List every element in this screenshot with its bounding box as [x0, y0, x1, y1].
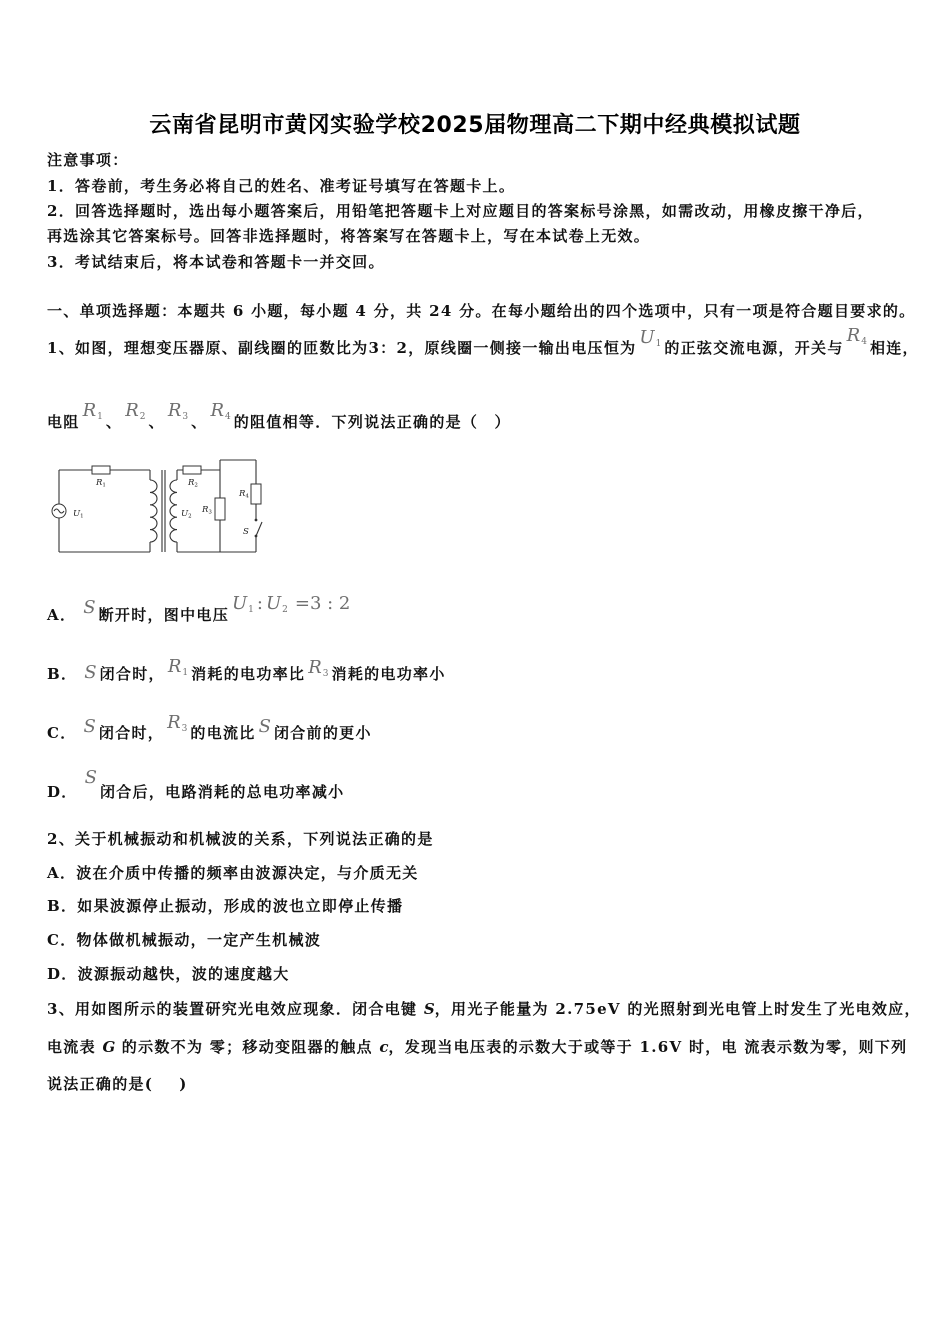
math-symbol: U [265, 593, 282, 614]
label-r2-symbol: R [188, 478, 195, 488]
label-r2-subscript: 2 [194, 482, 198, 489]
q3-stem-line-3 [47, 1073, 942, 1095]
math-symbol: R [167, 656, 182, 677]
notice-item-2-continued-text: 再选涂其它答案标号。回答非选择题时，将答案写在答题卡上，写在本试卷上无效。 [47, 227, 651, 245]
secondary-coil [170, 480, 177, 542]
option-label: A． [47, 864, 77, 882]
option-text: 物体做机械振动，一定产生机械波 [76, 931, 322, 949]
label-u1-subscript: 1 [80, 513, 84, 520]
option-text: 闭合时， [99, 665, 165, 683]
math-colon: : [256, 593, 263, 614]
math-symbol: R [167, 400, 182, 421]
q2-stem [47, 828, 942, 850]
q3-galvanometer-symbol: G [102, 1038, 116, 1056]
label-r3-subscript: 3 [208, 509, 212, 516]
q3-text-1: 3、用如图所示的装置研究光电效应现象．闭合电键 [47, 1000, 424, 1018]
label-r4 [238, 489, 249, 500]
q1-option-d [47, 767, 942, 803]
math-symbol: R [125, 400, 139, 421]
separator: 、 [148, 413, 165, 431]
math-r2 [125, 400, 145, 428]
q1-text-4: 电阻 [47, 413, 80, 431]
q2-option-c [47, 929, 942, 951]
q1-stem-line-2 [47, 400, 942, 433]
q1-option-a [47, 593, 942, 626]
option-label: D． [47, 783, 78, 801]
q3-text-2: ，用光子能量为 2.75eV 的光照射到光电管上时发生了光电效应， [434, 1000, 921, 1018]
math-r4 [847, 325, 867, 353]
label-u1 [73, 509, 84, 520]
math-s: S [83, 716, 96, 737]
math-subscript: 1 [97, 412, 103, 422]
notice-item-2-continued [47, 225, 942, 247]
q3-text-5: ，发现当电压表的示数大于或等于 1.6V 时，电 流表示数为零，则下列 [388, 1038, 908, 1056]
label-r3 [201, 505, 212, 516]
notice-item-2-text: 2．回答选择题时，选出每小题答案后，用铅笔把答题卡上对应题目的答案标号涂黑，如需改动，用橡皮擦干净后， [47, 202, 874, 220]
math-r3 [168, 400, 188, 428]
math-symbol: R [82, 400, 97, 421]
math-ratio-value: =3 : 2 [294, 593, 351, 614]
option-label: C． [47, 724, 77, 742]
transformer-circuit-diagram [40, 452, 280, 560]
q1-text-1: 1、如图，理想变压器原、副线圈的匝数比为3：2，原线圈一侧接一输出电压恒为 [47, 339, 637, 357]
section-heading-text: 一、单项选择题：本题共 6 小题，每小题 4 分，共 24 分。在每小题给出的四个选项中，只有一项是符合题目要求的。 [47, 302, 916, 320]
option-text: 闭合后，电路消耗的总电功率减小 [99, 783, 345, 801]
option-text: 波源振动越快，波的速度越大 [77, 965, 290, 983]
q1-text-3: 相连， [869, 339, 919, 357]
option-text: 波在介质中传播的频率由波源决定，与介质无关 [76, 864, 419, 882]
primary-coil [150, 480, 157, 542]
option-text: 闭合时， [98, 724, 165, 742]
label-u2-symbol: U [181, 509, 189, 519]
math-s: S [84, 662, 97, 683]
math-subscript: 3 [182, 412, 189, 422]
resistor-r3 [215, 498, 225, 520]
q1-option-b [47, 656, 942, 685]
math-s: S [83, 597, 96, 618]
q3-text-6: 说法正确的是( ) [47, 1075, 188, 1093]
math-r3 [308, 657, 328, 685]
math-subscript: 3 [322, 669, 329, 679]
q2-option-d [47, 963, 942, 985]
notice-heading-text: 注意事项： [47, 151, 129, 169]
switch-blade [256, 522, 262, 536]
math-symbol: R [846, 325, 861, 346]
separator: 、 [105, 413, 123, 431]
section-heading [47, 300, 942, 322]
q1-stem-line-1 [47, 325, 942, 359]
option-text: 消耗的电功率比 [191, 665, 306, 683]
label-u2-subscript: 2 [188, 513, 192, 520]
math-subscript: 1 [655, 339, 662, 349]
q3-text-3: 电流表 [47, 1038, 103, 1056]
switch-contact-top [255, 519, 258, 522]
separator: 、 [191, 413, 208, 431]
math-r1 [168, 656, 188, 684]
math-subscript: 3 [181, 724, 188, 734]
notice-item-3-text: 3．考试结束后，将本试卷和答题卡一并交回。 [47, 253, 385, 271]
label-r1 [95, 478, 106, 489]
notice-item-1 [47, 175, 942, 197]
math-symbol: U [232, 593, 248, 614]
q1-text-5: 的阻值相等．下列说法正确的是（ ） [233, 413, 511, 431]
notice-item-1-text: 1．答卷前，考生务必将自己的姓名、准考证号填写在答题卡上。 [47, 177, 516, 195]
option-label: C． [47, 931, 77, 949]
label-s: S [243, 527, 249, 537]
label-r1-symbol: R [96, 478, 103, 488]
math-subscript: 1 [248, 605, 254, 615]
q3-stem-line-1 [47, 998, 942, 1020]
notice-item-3 [47, 251, 942, 273]
q1-text-2: 的正弦交流电源，开关与 [664, 339, 844, 357]
math-u1 [639, 327, 661, 355]
math-r1 [83, 400, 103, 428]
label-u2 [181, 509, 192, 520]
option-text: 的电流比 [190, 724, 256, 742]
option-label: B． [47, 897, 78, 915]
math-voltage-ratio [232, 593, 353, 621]
label-r1-subscript: 1 [102, 482, 106, 489]
label-r4-subscript: 4 [245, 493, 249, 500]
option-text: 断开时，图中电压 [98, 606, 229, 624]
math-subscript: 4 [861, 337, 867, 347]
math-s: S [258, 716, 271, 737]
option-text: 闭合前的更小 [273, 724, 372, 742]
q3-text-4: 的示数不为 零；移动变阻器的触点 [115, 1038, 380, 1056]
option-label: B． [47, 665, 78, 683]
label-r3-symbol: R [202, 505, 209, 515]
label-r2 [187, 478, 198, 489]
q3-contact-symbol: c [379, 1038, 389, 1056]
math-subscript: 4 [225, 412, 231, 422]
option-label: D． [47, 965, 78, 983]
q3-stem-line-2 [47, 1036, 942, 1058]
notice-item-2 [47, 200, 942, 222]
resistor-r1 [92, 466, 110, 474]
math-subscript: 2 [139, 412, 146, 422]
math-symbol: R [308, 657, 322, 678]
label-u1-symbol: U [73, 509, 81, 519]
math-symbol: R [167, 712, 181, 733]
label-r4-symbol: R [239, 489, 246, 499]
q2-stem-text: 2、关于机械振动和机械波的关系，下列说法正确的是 [47, 830, 434, 848]
math-symbol: R [210, 400, 224, 421]
math-symbol: U [639, 327, 655, 348]
q2-option-b [47, 895, 942, 917]
q1-option-c [47, 712, 942, 744]
notice-heading [47, 149, 942, 171]
resistor-r4 [251, 484, 261, 504]
math-subscript: 2 [282, 605, 288, 615]
option-label: A． [47, 606, 77, 624]
q2-option-a [47, 862, 942, 884]
q3-switch-symbol: S [423, 1000, 435, 1018]
math-r4 [210, 400, 230, 428]
resistor-r2 [183, 466, 201, 474]
math-s: S [84, 767, 97, 788]
option-text: 如果波源停止振动，形成的波也立即停止传播 [77, 897, 404, 915]
math-subscript: 1 [182, 668, 189, 678]
option-text: 消耗的电功率小 [331, 665, 446, 683]
page-title: 云南省昆明市黄冈实验学校2025届物理高二下期中经典模拟试题 [149, 113, 801, 138]
math-r3 [167, 712, 187, 740]
